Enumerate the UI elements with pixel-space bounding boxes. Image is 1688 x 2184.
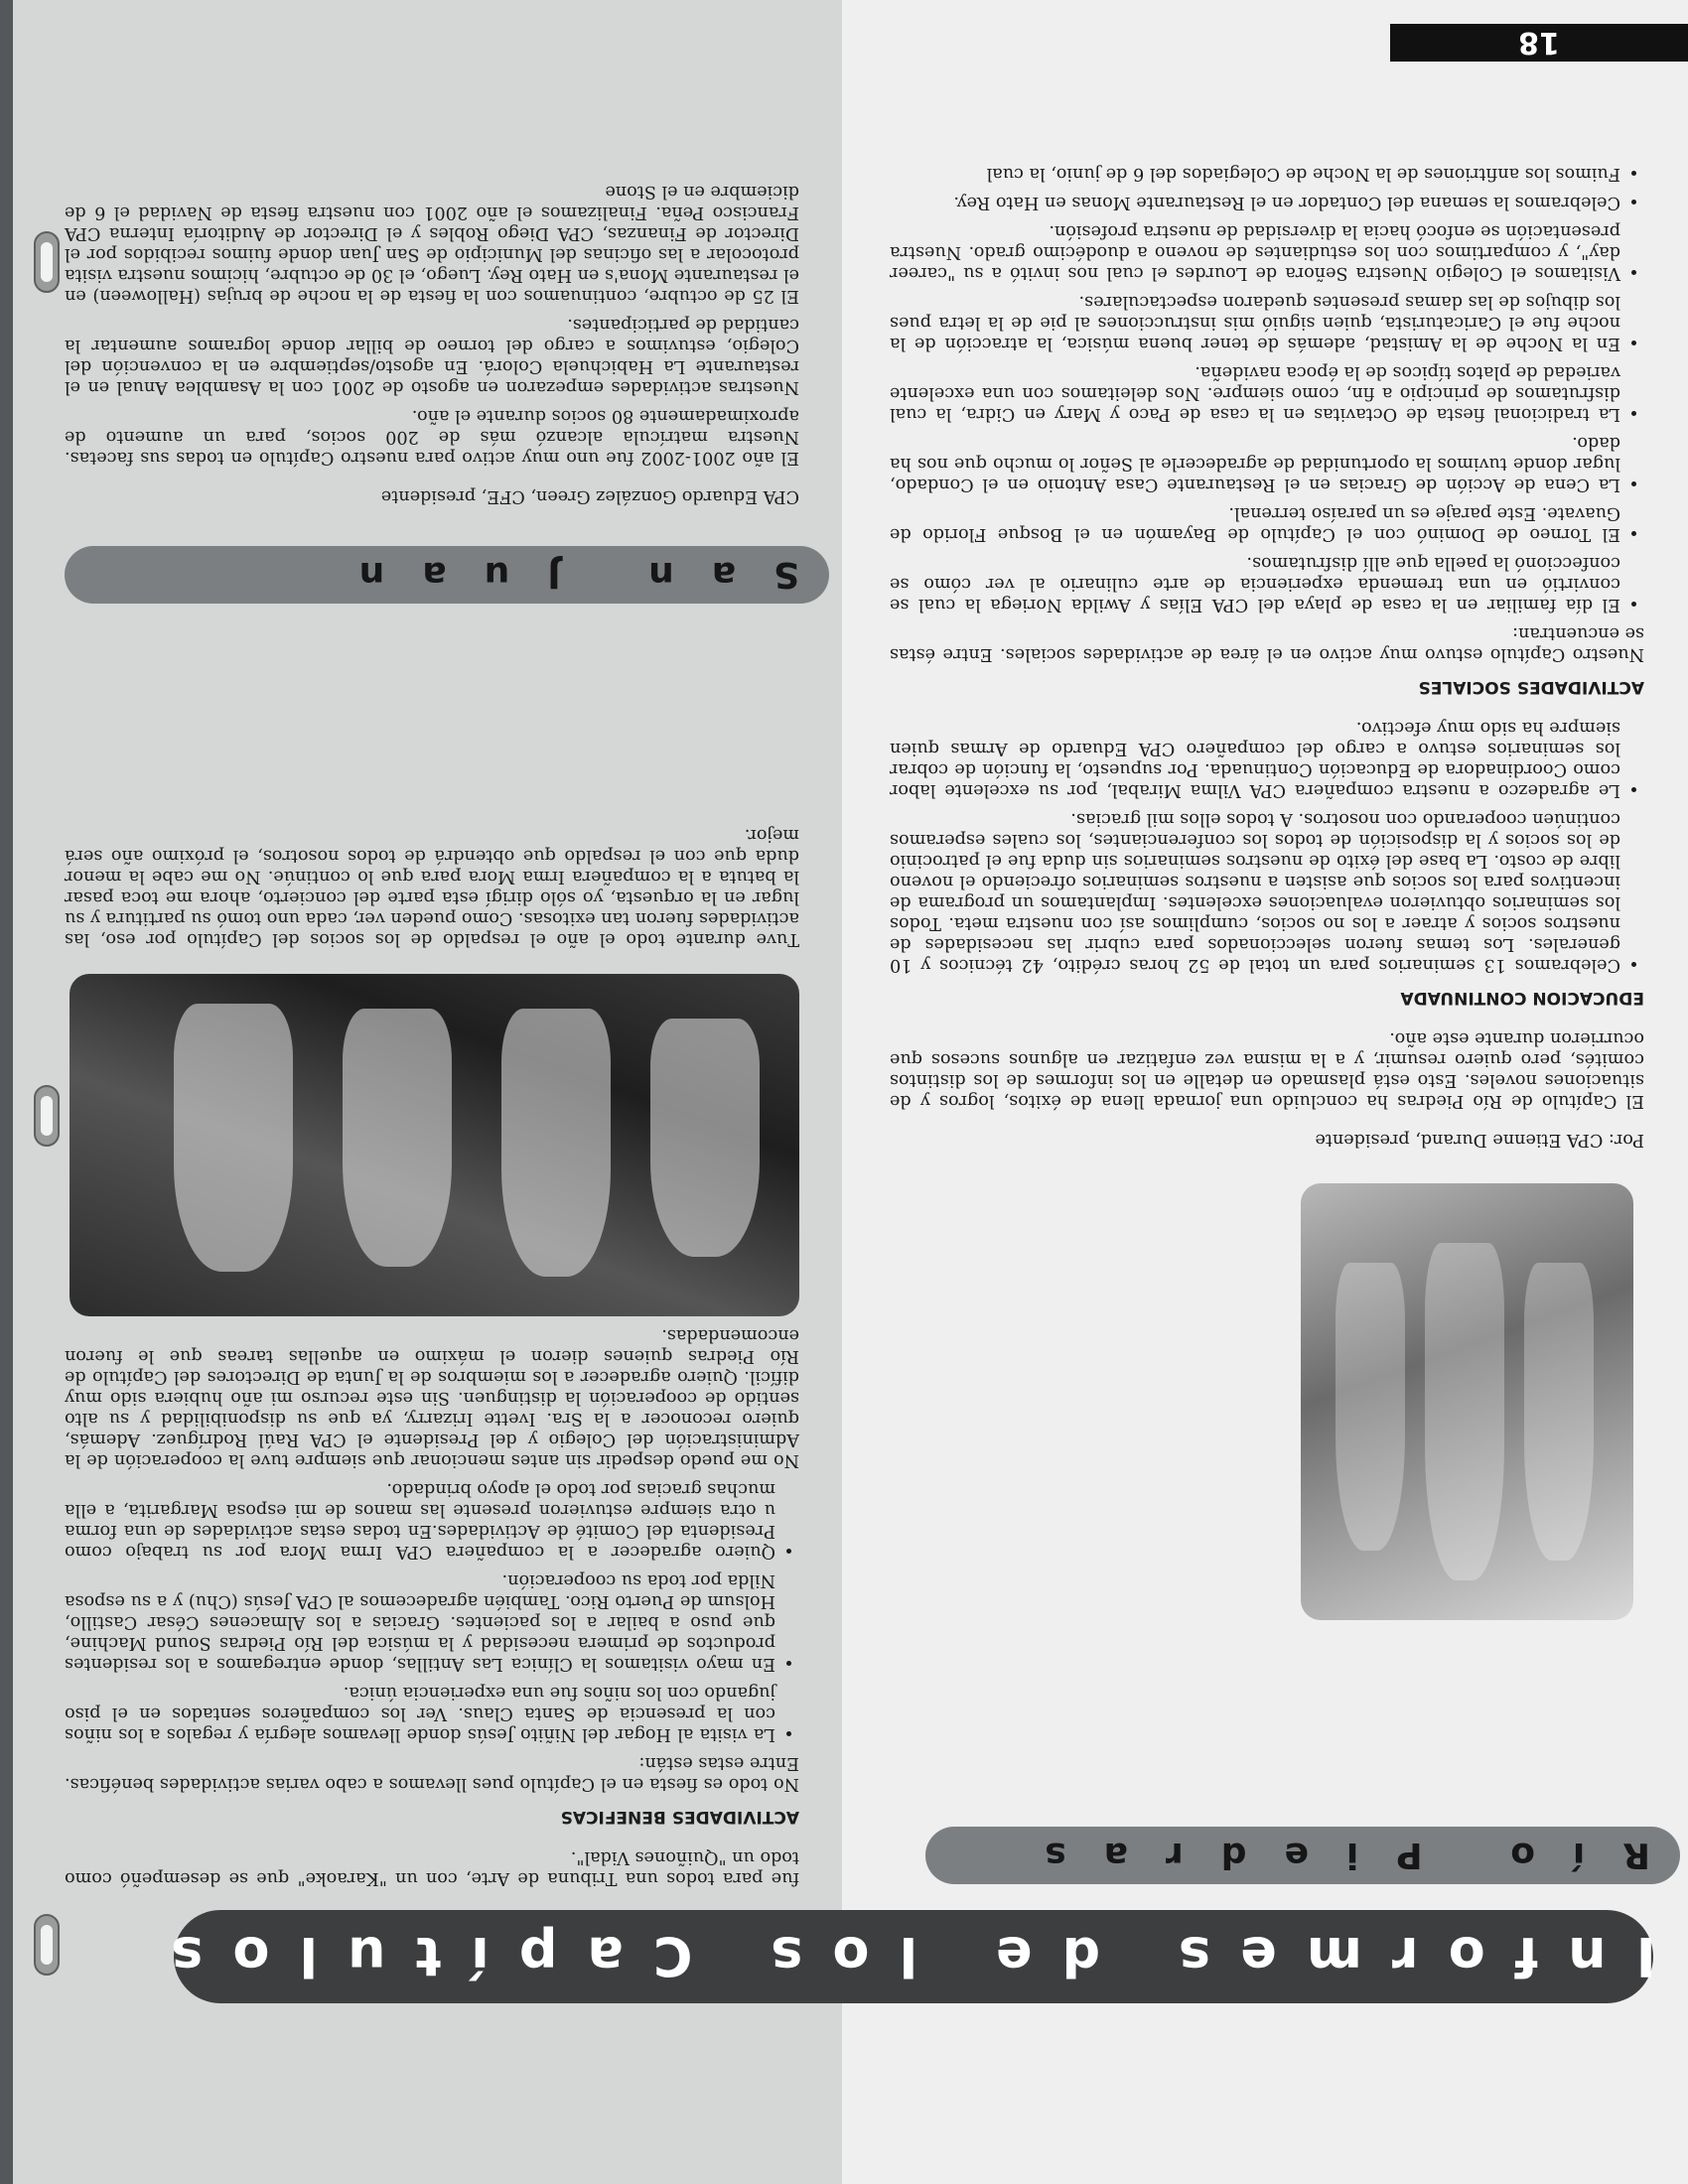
chapter-pill-san-juan	[65, 546, 829, 604]
list-item: • Celebramos la semana del Contador en el Restaurante Monas en Hato Rey.	[890, 192, 1620, 212]
benefic-heading: ACTIVIDADES BENEFICAS	[560, 1807, 799, 1827]
binder-hole	[34, 231, 60, 293]
benefic-intro: No todo es fiesta en el Capítulo pues llevamos a cabo varias actividades benéficas. Entre estas están:	[65, 1753, 799, 1794]
paragraph: El año 2001-2002 fue uno muy activo para nuestro Capítulo en todas sus facetas. Nuestra matrícula alcanzó más de 200 socios, para un aumento de aproximadamente 80 socios durante el año.	[65, 406, 799, 468]
social-intro: Nuestro Capítulo estuvo muy activo en el área de actividades sociales. Entre éstas se encuentran:	[890, 623, 1644, 664]
byline: Por: CPA Etienne Durand, presidente	[1315, 1130, 1644, 1150]
binding-edge	[0, 0, 13, 2184]
list-item: • La tradicional fiesta de Octavitas en la casa de Paco y Mary en Cidra, la cual disfrutamos de principio a fin, como siempre. Nos deleitamos con una excelente variedad de platos típicos de la época navideña.	[890, 361, 1620, 424]
paragraph: Nuestras actividades empezaron en agosto de 2001 con la Asamblea Anual en el restaurante La Habichuela Colorá. En agosto/septiembre en la convención del Colegio, estuvimos a cargo del torneo de billar donde logramos aumentar la cantidad de participantes.	[65, 315, 799, 397]
list-item: • Visitamos el Colegio Nuestra Señora de Lourdes el cual nos invitó a su "career day", y compartimos con los estudiantes de noveno a duodécimo grado. Nuestra presentación se enfocó hacia la diversidad de nuestra profesión.	[890, 220, 1620, 283]
education-heading: EDUCACION CONTINUADA	[1400, 988, 1644, 1008]
chapter-title: San Juan	[321, 554, 799, 596]
education-list	[890, 717, 1644, 975]
paragraph: El 25 de octubre, continuamos con la fiesta de la noche de brujas (Halloween) en el restaurante Mona's en Hato Rey. Luego, el 30 de octubre, hicimos nuestra visita protocolar a las oficinas del Municipio de San Juan donde fuimos recibidos por el Director de Finanzas, CPA Diego Robles y el Director de Auditoría Interna CPA Francisco Peña. Finalizamos el año 2001 con nuestra fiesta de Navidad el 6 de diciembre en el Stone	[65, 182, 799, 306]
social-heading: ACTIVIDADES SOCIALES	[1418, 677, 1644, 697]
rio-piedras-article	[890, 155, 1644, 1150]
continued-paragraph: fue para todos una Tribuna de Arte, con un "Karaoke" que se desempeñó como todo un "Quiñones Vidal".	[65, 1847, 799, 1888]
rio-piedras-continued	[65, 1316, 799, 1888]
section-banner	[141, 1910, 1656, 2003]
group-photo	[1301, 1183, 1633, 1620]
closing-paragraph: No me puedo despedir sin antes mencionar que siempre tuve la cooperación de la Administración del Colegio y del Presidente el CPA Raúl Rodríguez. Además, quiero reconocer a la Sra. Ivette Irizarry, ya que su disponibilidad y su alto sentido de cooperación la distinguen. Sin este recurso mi año hubiera sido muy difícil. Quiero agradecer a los miembros de la Junta de Directores del Capítulo de Río Piedras quienes dieron el máximo en aquellas tareas que le fueron encomendadas.	[65, 1325, 799, 1470]
chapter-title: Río Piedras	[1007, 1835, 1650, 1876]
binder-hole	[34, 1914, 60, 1976]
list-item: • El día familiar en la casa de playa del CPA Elías y Awilda Noriega la cual se convirtió en una tremenda experiencia de arte culinario al ver cómo se confeccionó la paella que allí disfrutamos.	[890, 552, 1620, 614]
rio-piedras-closing	[65, 816, 799, 949]
list-item: • Fuimos los anfitriones de la Noche de Colegiados del 6 de junio, la cual	[890, 163, 1620, 184]
intro-paragraph: El Capítulo de Río Piedras ha concluido una jornada llena de éxitos, logros y de situaciones noveles. Esto está plasmado en detalle en los informes de los distintos comités, pero quiero resumir, y a la misma vez enfatizar en algunos sucesos que ocurrieron durante este año.	[890, 1028, 1644, 1111]
social-list	[890, 163, 1644, 614]
list-item: • En la Noche de la Amistad, además de tener buena música, la atracción de la noche fue el Caricaturista, quien siguió mis instrucciones al pie de la letra pues los dibujos de las damas presentes quedaron espectaculares.	[890, 291, 1620, 353]
binder-hole	[34, 1085, 60, 1147]
list-item: • Celebramos 13 seminarios para un total de 52 horas crédito, 42 técnicos y 10 generales. Los temas fueron seleccionados para cubrir las necesidades de nuestros socios y atraer a los no socios, cumplimos así con nuestra meta. Todos los seminarios obtuvieron evaluaciones excelentes. Implantamos un programa de incentivos para los socios que asisten a nuestros seminarios ofreciendo el noveno libre de costo. La base del éxito de nuestros seminarios sin duda fue el patrocinio de los socios y la disposición de todos los conferenciantes, los cuales esperamos continúen cooperando con nosotros. A todos ellos mil gracias.	[890, 808, 1620, 975]
page-number: 18	[1390, 24, 1688, 62]
list-item: • El Torneo de Dominó con el Capítulo de Bayamón en el Bosque Florido de Guavate. Este paraje es un paraíso terrenal.	[890, 502, 1620, 544]
musicians-photo	[70, 974, 799, 1316]
byline: CPA Eduardo González Green, CFE, presidente	[380, 486, 799, 506]
san-juan-article	[65, 173, 799, 506]
benefic-list	[65, 1478, 799, 1744]
section-title: Informes de los Capítulos	[141, 1925, 1656, 1988]
closing-paragraph-2: Tuve durante todo el año el respaldo de los socios del Capítulo por eso, las actividades fueron tan exitosas. Como pueden ver, cada uno tomó su partitura y su lugar en la orquesta, yo sólo dirigí esta parte del concierto, ahora me toca pasar la batuta a la compañera Irma Mora para que lo continúe. No me cabe la menor duda que con el respaldo que obtendrá de todos nosotros, el próximo año será mejor.	[65, 825, 799, 949]
chapter-pill-rio-piedras	[925, 1827, 1680, 1884]
list-item: • Le agradezco a nuestra compañera CPA Vilma Mirabal, por su excelente labor como Coordinadora de Educación Continuada. Por supuesto, la función de cobrar los seminarios estuvo a cargo del compañero CPA Eduardo de Armas quien siempre ha sido muy efectivo.	[890, 717, 1620, 800]
list-item: • Quiero agradecer a la compañera CPA Irma Mora por su trabajo como Presidenta del Comité de Actividades.En todas estas actividades de una forma u otra siempre estuvieron presente las manos de mi esposa Margarita, a ella muchas gracias por todo el apoyo brindado.	[65, 1478, 775, 1562]
list-item: • En mayo visitamos la Clínica Las Antillas, donde entregamos a los residentes productos de primera necesidad y la música del Río Piedras Sound Machine, que puso a bailar a los pacientes. Gracias a los Almacenes César Castillo, Holsum de Puerto Rico. También agradecemos al CPA Jesús (Chu) y a su esposa Nilda por toda su cooperación.	[65, 1570, 775, 1674]
list-item: • La visita al Hogar del Niñito Jesús donde llevamos alegría y regalos a los niños con la presencia de Santa Claus. Ver los compañeros sentados en el piso jugando con los niños fue una experiencia única.	[65, 1682, 775, 1744]
list-item: • La Cena de Acción de Gracias en el Restaurante Casa Antonio en el Condado, lugar donde tuvimos la oportunidad de agradecerle al Señor lo mucho que nos ha dado.	[890, 432, 1620, 494]
